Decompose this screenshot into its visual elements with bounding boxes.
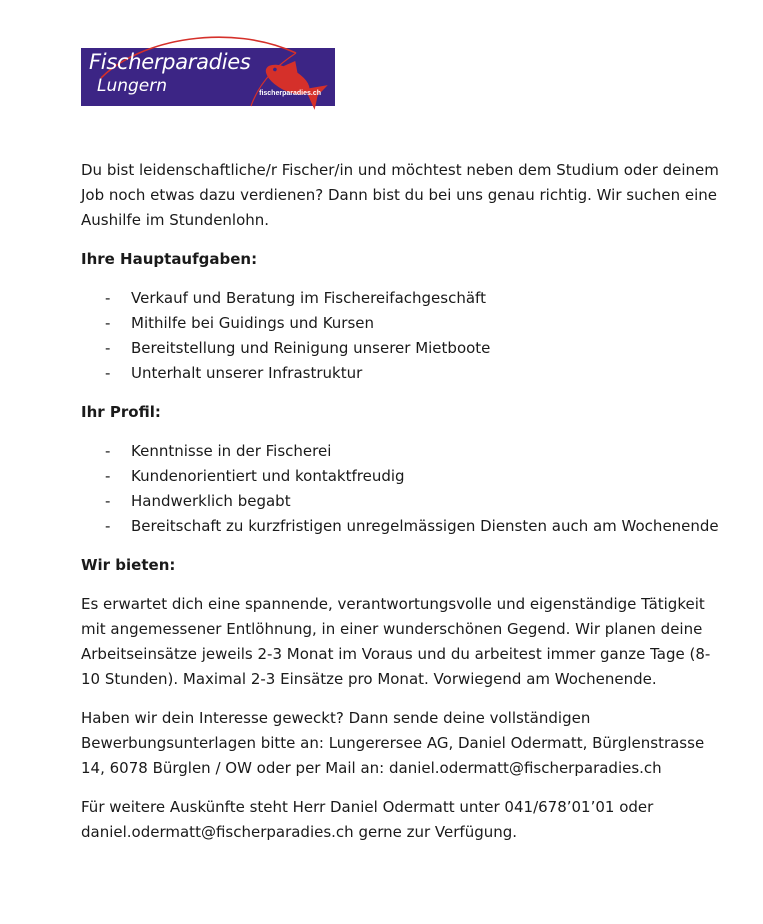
offer-heading: Wir bieten: [81, 556, 176, 574]
tasks-list [81, 286, 721, 386]
bullet-dash: - [105, 314, 111, 332]
list-item: - Verkauf und Beratung im Fischereifachgeschäft [81, 286, 721, 311]
list-item: - Bereitschaft zu kurzfristigen unregelmässigen Diensten auch am Wochenende [81, 514, 721, 539]
job-posting [81, 158, 721, 859]
bullet-dash: - [105, 467, 111, 485]
bullet-dash: - [105, 442, 111, 460]
list-item: - Handwerklich begabt [81, 489, 721, 514]
logo-url: fischerparadies.ch [259, 90, 321, 97]
bullet-dash: - [105, 339, 111, 357]
contact-paragraph: Für weitere Auskünfte steht Herr Daniel Odermatt unter 041/678’01’01 oder daniel.odermatt@fischerparadies.ch gerne zur Verfügung. [81, 798, 654, 841]
logo-title: Fischerparadies [89, 50, 251, 74]
offer-paragraph: Es erwartet dich eine spannende, verantwortungsvolle und eigenständige Tätigkeit mit angemessener Entlöhnung, in einer wunderschönen Gegend. Wir planen deine Arbeitseinsätze jeweils 2-3 Monat im Voraus und du arbeitest immer ganze Tage (8-10 Stunden). Maximal 2-3 Einsätze pro Monat. Vorwiegend am Wochenende. [81, 595, 711, 688]
list-item: - Kundenorientiert und kontaktfreudig [81, 464, 721, 489]
logo-subtitle: Lungern [97, 76, 168, 96]
bullet-dash: - [105, 492, 111, 510]
company-logo [81, 48, 335, 106]
list-item: - Unterhalt unserer Infrastruktur [81, 361, 721, 386]
bullet-dash: - [105, 517, 111, 535]
apply-paragraph: Haben wir dein Interesse geweckt? Dann sende deine vollständigen Bewerbungsunterlagen bitte an: Lungerersee AG, Daniel Odermatt, Bürglenstrasse 14, 6078 Bürglen / OW oder per Mail an: daniel.odermatt@fischerparadies.ch [81, 709, 705, 777]
list-item: - Mithilfe bei Guidings und Kursen [81, 311, 721, 336]
list-item: - Kenntnisse in der Fischerei [81, 439, 721, 464]
bullet-dash: - [105, 289, 111, 307]
profile-list [81, 439, 721, 539]
profile-heading: Ihr Profil: [81, 403, 161, 421]
bullet-dash: - [105, 364, 111, 382]
tasks-heading: Ihre Hauptaufgaben: [81, 250, 258, 268]
intro-paragraph: Du bist leidenschaftliche/r Fischer/in und möchtest neben dem Studium oder deinem Job noch etwas dazu verdienen? Dann bist du bei uns genau richtig. Wir suchen eine Aushilfe im Stundenlohn. [81, 161, 719, 229]
list-item: - Bereitstellung und Reinigung unserer Mietboote [81, 336, 721, 361]
